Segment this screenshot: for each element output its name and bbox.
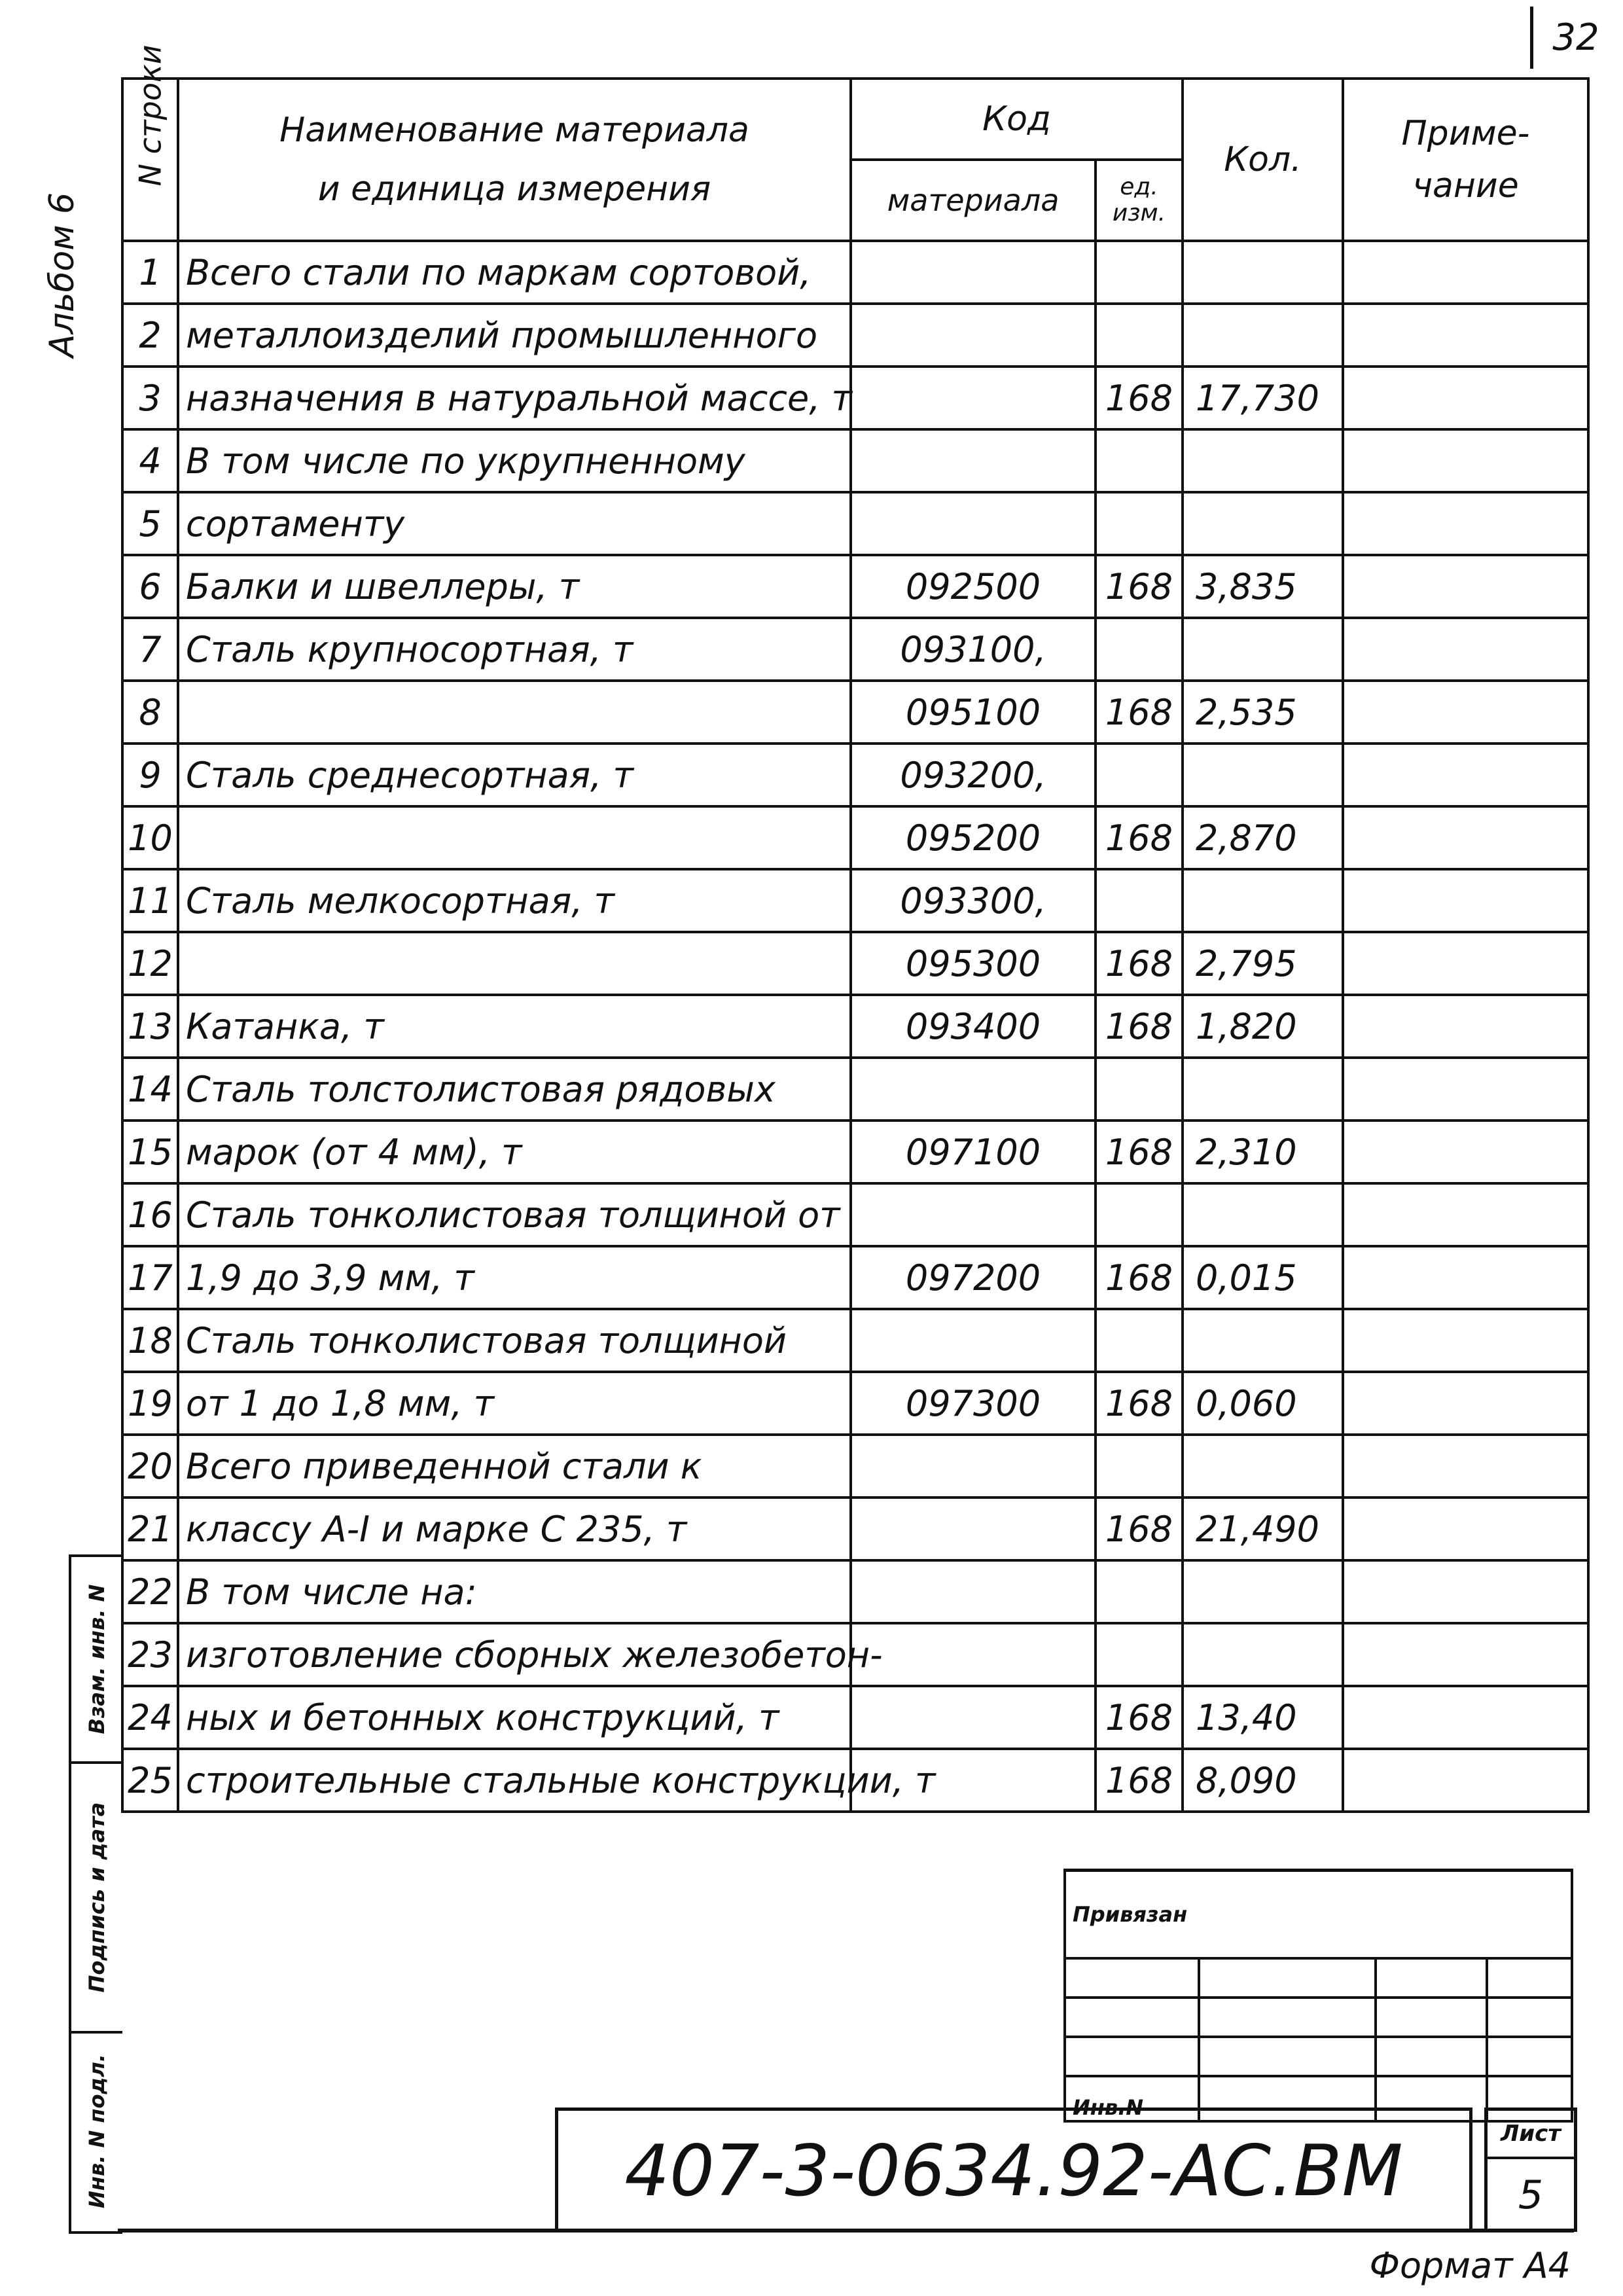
material-name: изготовление сборных железобетон- xyxy=(178,1623,851,1686)
table-row xyxy=(122,1749,1588,1812)
frame-bottom-line xyxy=(118,2229,1574,2233)
row-number: 21 xyxy=(122,1498,178,1560)
table-row xyxy=(122,1498,1588,1560)
row-number: 25 xyxy=(122,1749,178,1812)
table-row xyxy=(122,1309,1588,1372)
material-name xyxy=(178,932,851,995)
quantity: 0,015 xyxy=(1183,1246,1343,1309)
table-row xyxy=(122,995,1588,1058)
header-code-unit: ед. изм. xyxy=(1096,160,1183,241)
table-row xyxy=(122,618,1588,681)
table-row xyxy=(122,1246,1588,1309)
unit-code: 168 xyxy=(1096,1686,1183,1749)
inv-original-cell: Инв. N подл. xyxy=(84,2054,109,2208)
row-number: 1 xyxy=(122,241,178,304)
material-name: назначения в натуральной массе, т xyxy=(178,367,851,429)
unit-code: 168 xyxy=(1096,806,1183,869)
note xyxy=(1343,241,1588,304)
material-code xyxy=(851,304,1096,367)
material-name: В том числе на: xyxy=(178,1560,851,1623)
row-number: 19 xyxy=(122,1372,178,1435)
row-number: 24 xyxy=(122,1686,178,1749)
material-name: металлоизделий промышленного xyxy=(178,304,851,367)
unit-code xyxy=(1096,1058,1183,1121)
header-name: Наименование материала и единица измерения xyxy=(178,79,851,241)
quantity: 1,820 xyxy=(1183,995,1343,1058)
row-number: 16 xyxy=(122,1183,178,1246)
quantity: 8,090 xyxy=(1183,1749,1343,1812)
material-code: 097300 xyxy=(851,1372,1096,1435)
table-row xyxy=(122,1121,1588,1183)
table-row xyxy=(122,492,1588,555)
table-row xyxy=(122,1560,1588,1623)
unit-code xyxy=(1096,1623,1183,1686)
unit-code: 168 xyxy=(1096,995,1183,1058)
quantity: 2,870 xyxy=(1183,806,1343,869)
material-name: Всего стали по маркам сортовой, xyxy=(178,241,851,304)
table-row xyxy=(122,241,1588,304)
table-row xyxy=(122,1435,1588,1498)
unit-code xyxy=(1096,492,1183,555)
quantity: 21,490 xyxy=(1183,1498,1343,1560)
table-body xyxy=(122,241,1588,1812)
sheet-number: 32 xyxy=(1530,7,1618,69)
unit-code: 168 xyxy=(1096,1749,1183,1812)
unit-code xyxy=(1096,1560,1183,1623)
unit-code xyxy=(1096,744,1183,806)
material-code: 092500 xyxy=(851,555,1096,618)
row-number: 15 xyxy=(122,1121,178,1183)
material-code xyxy=(851,1623,1096,1686)
album-label: Альбом 6 xyxy=(43,192,82,358)
unit-code xyxy=(1096,429,1183,492)
material-code xyxy=(851,1309,1096,1372)
note xyxy=(1343,1372,1588,1435)
material-code: 093400 xyxy=(851,995,1096,1058)
material-name: Катанка, т xyxy=(178,995,851,1058)
signature-date-cell: Подпись и дата xyxy=(71,1764,122,2034)
bound-cell: Привязан xyxy=(1065,1871,1572,1959)
table-row xyxy=(122,681,1588,744)
quantity xyxy=(1183,869,1343,932)
note xyxy=(1343,744,1588,806)
note xyxy=(1343,1121,1588,1183)
quantity xyxy=(1183,429,1343,492)
material-name: 1,9 до 3,9 мм, т xyxy=(178,1246,851,1309)
note xyxy=(1343,869,1588,932)
material-code xyxy=(851,241,1096,304)
material-name: марок (от 4 мм), т xyxy=(178,1121,851,1183)
material-code: 095100 xyxy=(851,681,1096,744)
row-number: 11 xyxy=(122,869,178,932)
material-name: Сталь тонколистовая толщиной xyxy=(178,1309,851,1372)
quantity: 13,40 xyxy=(1183,1686,1343,1749)
material-code xyxy=(851,1183,1096,1246)
quantity xyxy=(1183,1309,1343,1372)
note xyxy=(1343,1560,1588,1623)
table-row xyxy=(122,932,1588,995)
quantity xyxy=(1183,1435,1343,1498)
quantity: 2,535 xyxy=(1183,681,1343,744)
unit-code xyxy=(1096,618,1183,681)
note xyxy=(1343,304,1588,367)
material-code xyxy=(851,1058,1096,1121)
material-code xyxy=(851,367,1096,429)
unit-code: 168 xyxy=(1096,1372,1183,1435)
row-number: 18 xyxy=(122,1309,178,1372)
note xyxy=(1343,492,1588,555)
quantity xyxy=(1183,241,1343,304)
table-row xyxy=(122,367,1588,429)
row-number: 8 xyxy=(122,681,178,744)
material-name: сортаменту xyxy=(178,492,851,555)
row-number: 12 xyxy=(122,932,178,995)
note xyxy=(1343,1309,1588,1372)
paper-format: Формат А4 xyxy=(1369,2245,1571,2286)
table-row xyxy=(122,744,1588,806)
note xyxy=(1343,1623,1588,1686)
note xyxy=(1343,932,1588,995)
row-number: 6 xyxy=(122,555,178,618)
note xyxy=(1343,1498,1588,1560)
material-name xyxy=(178,806,851,869)
material-code: 095300 xyxy=(851,932,1096,995)
quantity: 2,795 xyxy=(1183,932,1343,995)
quantity: 17,730 xyxy=(1183,367,1343,429)
table-row xyxy=(122,806,1588,869)
note xyxy=(1343,1435,1588,1498)
note xyxy=(1343,1686,1588,1749)
table-row xyxy=(122,1183,1588,1246)
row-number: 22 xyxy=(122,1560,178,1623)
note xyxy=(1343,429,1588,492)
unit-code: 168 xyxy=(1096,1121,1183,1183)
row-number: 20 xyxy=(122,1435,178,1498)
material-name: Сталь толстолистовая рядовых xyxy=(178,1058,851,1121)
quantity xyxy=(1183,1623,1343,1686)
header-code: Код xyxy=(851,79,1183,160)
note xyxy=(1343,806,1588,869)
unit-code: 168 xyxy=(1096,681,1183,744)
material-name xyxy=(178,681,851,744)
table-row xyxy=(122,1058,1588,1121)
note xyxy=(1343,681,1588,744)
row-number: 7 xyxy=(122,618,178,681)
note xyxy=(1343,367,1588,429)
sheet-label: Лист xyxy=(1488,2111,1574,2159)
table-row xyxy=(122,1686,1588,1749)
row-number: 17 xyxy=(122,1246,178,1309)
unit-code xyxy=(1096,869,1183,932)
replaced-inv-cell: Взам. инв. N xyxy=(71,1557,122,1764)
material-code xyxy=(851,492,1096,555)
material-code xyxy=(851,1686,1096,1749)
material-name: ных и бетонных конструкций, т xyxy=(178,1686,851,1749)
unit-code: 168 xyxy=(1096,932,1183,995)
note xyxy=(1343,1749,1588,1812)
unit-code xyxy=(1096,1309,1183,1372)
material-name: классу А-I и марке С 235, т xyxy=(178,1498,851,1560)
material-name: Сталь мелкосортная, т xyxy=(178,869,851,932)
inv-no-cell: Инв.N xyxy=(1065,2076,1199,2121)
note xyxy=(1343,1246,1588,1309)
row-number: 3 xyxy=(122,367,178,429)
material-code xyxy=(851,1560,1096,1623)
quantity xyxy=(1183,744,1343,806)
table-row xyxy=(122,555,1588,618)
unit-code xyxy=(1096,241,1183,304)
quantity xyxy=(1183,1183,1343,1246)
material-code: 095200 xyxy=(851,806,1096,869)
material-name: В том числе по укрупненному xyxy=(178,429,851,492)
row-number: 14 xyxy=(122,1058,178,1121)
material-code xyxy=(851,429,1096,492)
material-name: строительные стальные конструкции, т xyxy=(178,1749,851,1812)
quantity xyxy=(1183,1560,1343,1623)
quantity xyxy=(1183,492,1343,555)
unit-code: 168 xyxy=(1096,555,1183,618)
unit-code xyxy=(1096,1435,1183,1498)
table-row xyxy=(122,429,1588,492)
unit-code: 168 xyxy=(1096,1246,1183,1309)
title-block-grid xyxy=(1063,1869,1573,2123)
sheet-box xyxy=(1484,2108,1577,2232)
material-code: 097200 xyxy=(851,1246,1096,1309)
row-number: 23 xyxy=(122,1623,178,1686)
material-name: Всего приведенной стали к xyxy=(178,1435,851,1498)
quantity: 3,835 xyxy=(1183,555,1343,618)
unit-code: 168 xyxy=(1096,1498,1183,1560)
header-code-material: материала xyxy=(851,160,1096,241)
note xyxy=(1343,555,1588,618)
material-code xyxy=(851,1498,1096,1560)
table-row xyxy=(122,869,1588,932)
unit-code xyxy=(1096,1183,1183,1246)
approval-sidebar xyxy=(69,1554,122,2234)
note xyxy=(1343,1058,1588,1121)
material-code: 093100, xyxy=(851,618,1096,681)
note xyxy=(1343,618,1588,681)
material-table xyxy=(121,45,1590,1813)
header-note: Приме- чание xyxy=(1343,79,1588,241)
row-number: 5 xyxy=(122,492,178,555)
material-code xyxy=(851,1435,1096,1498)
material-name: от 1 до 1,8 мм, т xyxy=(178,1372,851,1435)
material-name: Сталь крупносортная, т xyxy=(178,618,851,681)
note xyxy=(1343,1183,1588,1246)
row-number: 10 xyxy=(122,806,178,869)
quantity: 2,310 xyxy=(1183,1121,1343,1183)
header-row-no: N строки xyxy=(122,79,178,241)
table-row xyxy=(122,304,1588,367)
unit-code: 168 xyxy=(1096,367,1183,429)
note xyxy=(1343,995,1588,1058)
quantity xyxy=(1183,304,1343,367)
row-number: 13 xyxy=(122,995,178,1058)
row-number: 2 xyxy=(122,304,178,367)
material-name: Сталь среднесортная, т xyxy=(178,744,851,806)
unit-code xyxy=(1096,304,1183,367)
table-row xyxy=(122,1372,1588,1435)
row-number: 9 xyxy=(122,744,178,806)
material-code: 093300, xyxy=(851,869,1096,932)
quantity: 0,060 xyxy=(1183,1372,1343,1435)
material-name: Балки и швеллеры, т xyxy=(178,555,851,618)
quantity xyxy=(1183,618,1343,681)
table-header xyxy=(122,45,1588,241)
material-code: 093200, xyxy=(851,744,1096,806)
material-code: 097100 xyxy=(851,1121,1096,1183)
header-qty: Кол. xyxy=(1183,79,1343,241)
document-code: 407-3-0634.92-АС.ВМ xyxy=(555,2108,1472,2232)
row-number: 4 xyxy=(122,429,178,492)
material-name: Сталь тонколистовая толщиной от xyxy=(178,1183,851,1246)
quantity xyxy=(1183,1058,1343,1121)
sheet-value: 5 xyxy=(1518,2172,1544,2218)
table-row xyxy=(122,1623,1588,1686)
